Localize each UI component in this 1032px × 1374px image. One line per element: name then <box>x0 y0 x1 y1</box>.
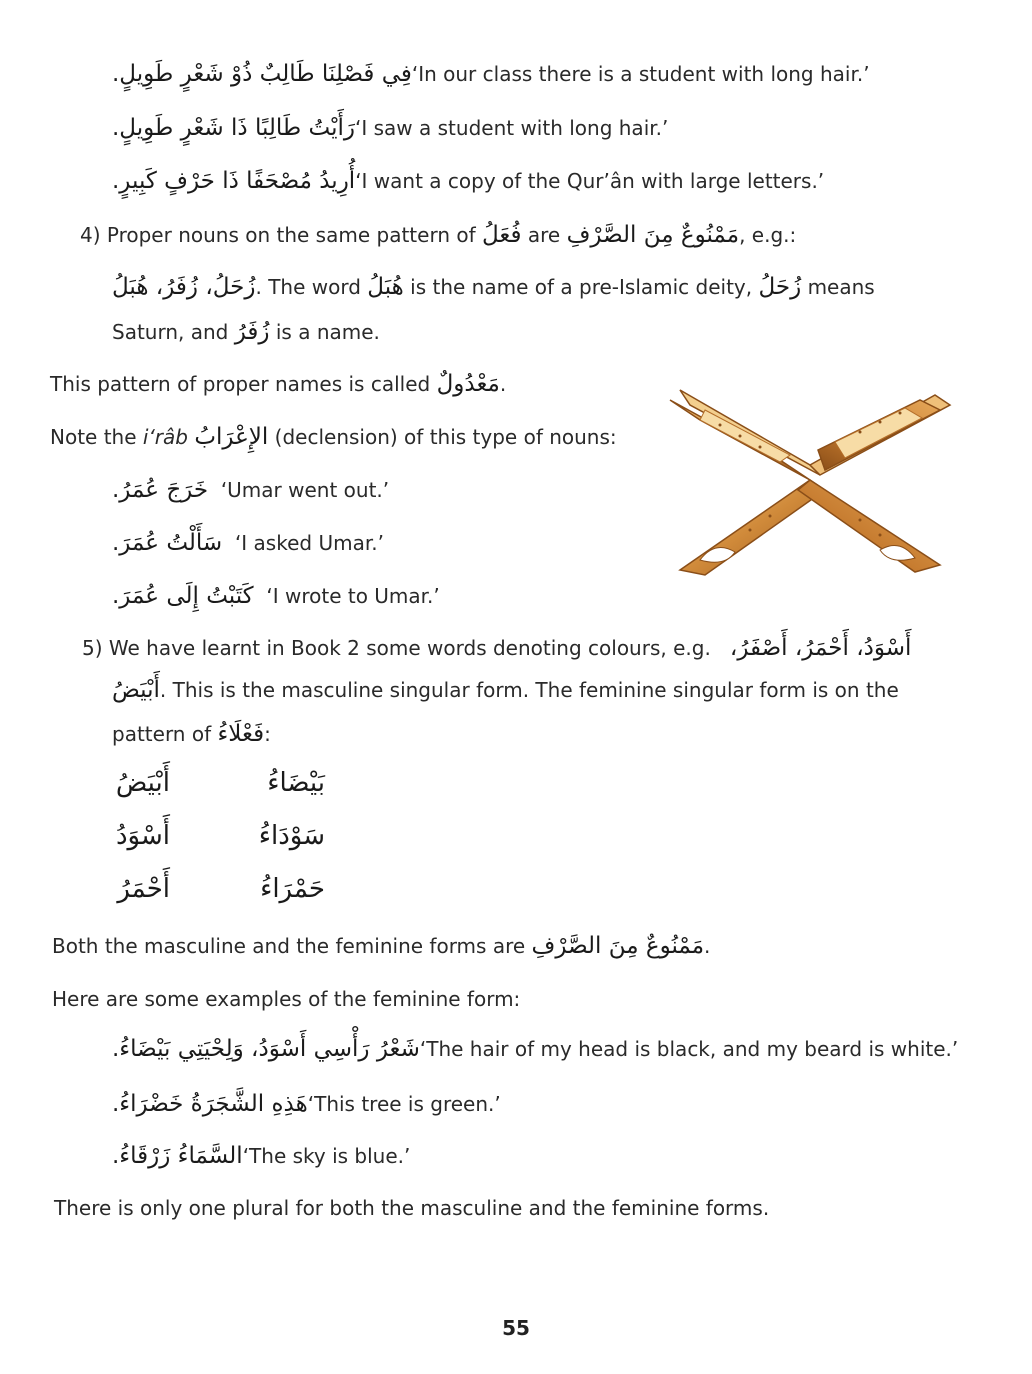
page-number: 55 <box>502 1316 530 1340</box>
point-4-line-3: Saturn, and زُفَرُ is a name. <box>112 319 380 345</box>
feminine-colour: سَوْدَاءُ <box>258 821 325 851</box>
feminine-example: السَّمَاءُ زَرْقَاءُ.‘The sky is blue.’ <box>112 1143 411 1169</box>
point-4-line-2: زُحَلُ، زُفَرُ، هُبَلُ. The word هُبَلُ is the name of a pre-Islamic deity, زُحَلُ means <box>112 274 875 300</box>
closing-sentence: There is only one plural for both the masculine and the feminine forms. <box>54 1196 770 1220</box>
point-5-line-1: 5) We have learnt in Book 2 some words denoting colours, e.g. أَسْوَدُ، أَحْمَرُ، أَصْفَرُ، <box>82 635 912 661</box>
point-5-line-2: أَبْيَضُ. This is the masculine singular form. The feminine singular form is on the <box>112 677 899 703</box>
example-line: رَأَيْتُ طَالِبًا ذَا شَعْرٍ طَوِيلٍ.‘I saw a student with long hair.’ <box>112 115 669 141</box>
example-line: فِي فَصْلِنَا طَالِبٌ ذُوْ شَعْرٍ طَوِيلٍ.‘In our class there is a student with long hair.’ <box>112 61 870 87</box>
masculine-colour: أَبْيَضُ <box>115 768 170 798</box>
irab-line: Note the i‘râb الإِعْرَابُ (declension) of this type of nouns: <box>50 424 617 450</box>
quran-stand-illustration <box>660 380 960 580</box>
masculine-colour: أَسْوَدُ <box>115 821 170 851</box>
feminine-example: شَعْرُ رَأْسِي أَسْوَدُ، وَلِحْيَتِي بَيْضَاءُ.‘The hair of my head is black, and my beard is white.’ <box>112 1036 959 1062</box>
feminine-colour: حَمْرَاءُ <box>260 874 325 904</box>
example-line: أُرِيدُ مُصْحَفًا ذَا حَرْفٍ كَبِيرٍ.‘I want a copy of the Qur’ân with large letters.’ <box>112 168 825 194</box>
umar-example: كَتَبْتُ إِلَى عُمَرَ. ‘I wrote to Umar.’ <box>112 583 440 609</box>
umar-example: خَرَجَ عُمَرُ. ‘Umar went out.’ <box>112 477 390 503</box>
feminine-intro: Here are some examples of the feminine form: <box>52 987 521 1011</box>
point-5-line-3: pattern of فَعْلَاءُ: <box>112 721 271 747</box>
point-4-line-1: 4) Proper nouns on the same pattern of فُعَلُ are مَمْنُوعٌ مِنَ الصَّرْفِ, e.g.: <box>80 222 797 248</box>
umar-example: سَأَلْتُ عُمَرَ. ‘I asked Umar.’ <box>112 530 384 556</box>
feminine-colour: بَيْضَاءُ <box>267 768 325 798</box>
feminine-example: هَذِهِ الشَّجَرَةُ خَضْرَاءُ.‘This tree is green.’ <box>112 1091 501 1117</box>
masculine-colour: أَحْمَرُ <box>117 874 170 904</box>
maadul-line: This pattern of proper names is called مَعْدُولٌ. <box>50 371 507 397</box>
both-forms-line: Both the masculine and the feminine forms are مَمْنُوعٌ مِنَ الصَّرْفِ. <box>52 933 711 959</box>
